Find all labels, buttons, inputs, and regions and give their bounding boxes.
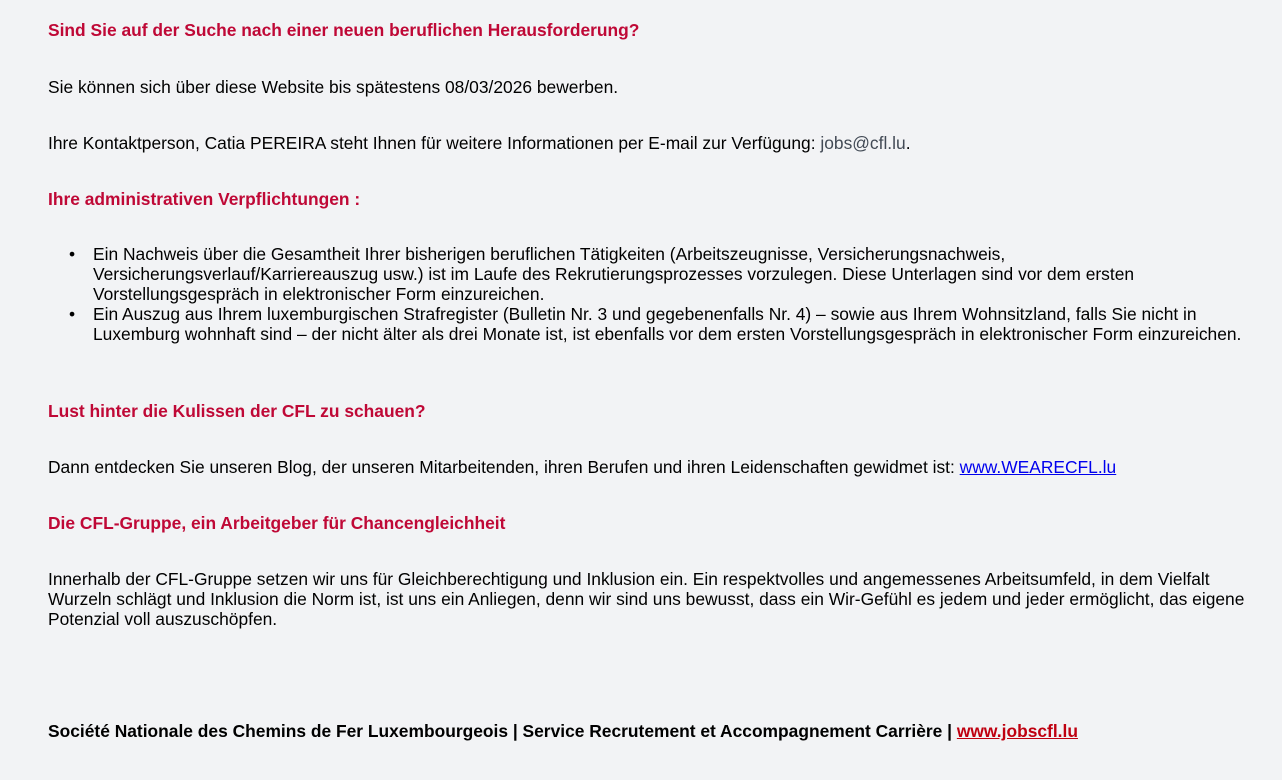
list-item (48, 244, 1263, 304)
equality-paragraph: Innerhalb der CFL-Gruppe setzen wir uns für Gleichberechtigung und Inklusion ein. Ein respektvolles und angemessenes Arbeitsumfeld, in dem Vielfalt Wurzeln schlägt und Inklusion die Norm ist, ist uns ein Anliegen, denn wir sind uns bewusst, dass ein Wir-Gefühl es jedem und jeder ermöglicht, das eigene Potenzial voll auszuschöpfen. (48, 569, 1245, 629)
admin-heading: Ihre administrativen Verpflichtungen : (48, 189, 361, 209)
challenge-heading: Sind Sie auf der Suche nach einer neuen beruflichen Herausforderung? (48, 20, 640, 40)
contact-end: . (905, 133, 911, 153)
blog-link[interactable]: www.WEARECFL.lu (959, 457, 1117, 477)
list-item-text: Ein Auszug aus Ihrem luxemburgischen Strafregister (Bulletin Nr. 3 und gegebenenfalls Nr. 4) – sowie aus Ihrem Wohnsitzland, falls Sie nicht in Luxemburg wohnhaft sind – der nicht älter als drei Monate ist, ist ebenfalls vor dem ersten Vorstellungsgespräch in elektronischer Form einzureichen. (93, 304, 1242, 344)
footer-text: Société Nationale des Chemins de Fer Luxembourgeois | Service Recrutement et Accompagnement Carrière | (48, 721, 957, 741)
footer (48, 721, 1263, 741)
list-item-text: Ein Nachweis über die Gesamtheit Ihrer bisherigen beruflichen Tätigkeiten (Arbeitszeugnisse, Versicherungsnachweis, Versicherungsverlauf/Karriereauszug usw.) ist im Laufe des Rekrutierungsprozesses vorzulegen. Diese Unterlagen sind vor dem ersten Vorstellungsgespräch in elektronischer Form einzureichen. (93, 244, 1135, 304)
contact-text: Ihre Kontaktperson, Catia PEREIRA steht Ihnen für weitere Informationen per E-mail zur Verfügung: (48, 133, 821, 153)
bullet-icon: • (69, 304, 76, 324)
equality-heading: Die CFL-Gruppe, ein Arbeitgeber für Chancengleichheit (48, 513, 506, 533)
contact-paragraph (48, 133, 1263, 153)
blog-text: Dann entdecken Sie unseren Blog, der unseren Mitarbeitenden, ihren Berufen und ihren Leidenschaften gewidmet ist: (48, 457, 960, 477)
blog-heading: Lust hinter die Kulissen der CFL zu schauen? (48, 401, 426, 421)
list-item (48, 304, 1263, 344)
blog-paragraph (48, 457, 1263, 477)
bullet-icon: • (69, 244, 76, 264)
application-deadline-text: Sie können sich über diese Website bis spätestens 08/03/2026 bewerben. (48, 77, 619, 97)
admin-duties-list (48, 244, 1263, 344)
jobs-site-link[interactable]: www.jobscfl.lu (956, 721, 1078, 741)
contact-email-link[interactable]: jobs@cfl.lu (820, 133, 906, 153)
